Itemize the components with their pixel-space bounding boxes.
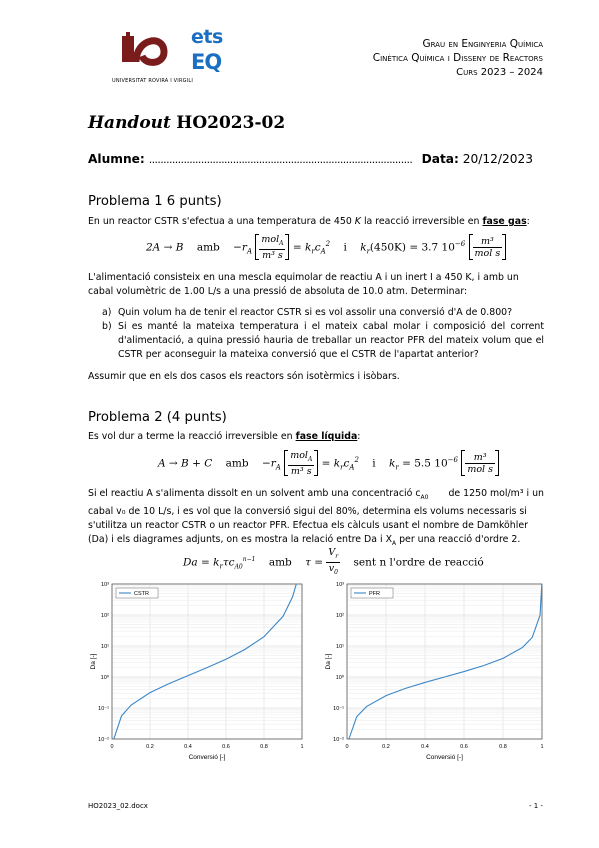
p2-reaction: A → B + C <box>158 457 213 470</box>
x-axis-label: Conversió [-] <box>426 754 463 761</box>
legend-label: PFR <box>369 591 380 598</box>
p2-den: m³ s <box>290 465 312 477</box>
problem2-paragraph: Si el reactiu A s'alimenta dissolt en un solvent amb una concentració $c_{A0}$ de 1250 mol/m³ i un cabal v₀ de 10 L/s, i es vol que la conversió sigui del 80%, determina els volums necessaris si s'utilitza un reactor CSTR o un reactor PFR. Efectua els càlculs usant el nombre de Damköhler (Da) i els diagrames adjunts, on es mostra la relació entre Da i $X_A$ per una reacció d'ordre 2. <box>88 488 544 547</box>
x-tick-label: 0.2 <box>382 744 390 750</box>
page-title <box>88 113 285 133</box>
header-course: Cinètica Química i Disseny de Reactors <box>372 52 543 64</box>
etseq-logo-line2: EQ <box>191 50 222 74</box>
p2-k-num: m³ <box>465 452 495 464</box>
problem2-intro-end: : <box>357 431 361 442</box>
p1-rate-rhs: = k <box>292 241 312 254</box>
p1-exp: −6 <box>454 239 466 248</box>
x-tick-label: 1 <box>300 744 304 750</box>
problem2-intro-text: Es vol dur a terme la reacció irreversible en <box>88 431 293 442</box>
p2-k-den: mol s <box>467 463 493 475</box>
x-tick-label: 0 <box>345 744 349 750</box>
x-tick-label: 0.4 <box>421 744 429 750</box>
y-axis-label: Da [-] <box>90 653 97 670</box>
p2-k-val: = 5.5 10 <box>402 457 448 470</box>
p1-num: mol <box>261 234 280 245</box>
da-exp: n−1 <box>242 555 256 563</box>
p2-amb: amb <box>225 457 249 470</box>
problem1-intro-text: En un reactor CSTR s'efectua a una temperatura de 450 <box>88 216 352 227</box>
problem2-heading: Problema 2 (4 punts) <box>88 410 227 425</box>
x-tick-label: 0.4 <box>184 744 192 750</box>
p2-k: k <box>389 457 396 470</box>
tau-amb: amb <box>268 556 292 569</box>
etseq-logo-line1: ets <box>191 26 223 48</box>
student-line <box>88 152 544 166</box>
urv-logo <box>112 30 194 84</box>
p2-exp: −6 <box>447 455 458 464</box>
x-tick-label: 0.6 <box>222 744 230 750</box>
pfr-chart <box>323 578 546 763</box>
damkohler-equation: $Da = k_r\tau c_{A0}^{n-1}$ amb τ = $\frac{V_r}{v_0}$ sent n l'ordre de reacció <box>183 547 484 576</box>
student-label: Alumne: <box>88 152 145 166</box>
y-tick-label: 10⁻¹ <box>333 706 344 712</box>
plot-frame <box>347 584 542 739</box>
p1-rate-lhs: −r <box>233 241 247 254</box>
tau-num: V <box>328 547 336 558</box>
da-tail: sent n l'ordre de reacció <box>353 556 484 569</box>
etseq-logo <box>188 26 228 82</box>
da-sub: A0 <box>234 563 243 571</box>
series-line <box>349 584 542 739</box>
tau-num-sub: r <box>335 552 339 560</box>
p1-k-arg: (450K) = 3.7 10 <box>369 241 455 254</box>
problem1-intro-mid: la reacció irreversible en <box>363 216 480 227</box>
title-code: HO2023-02 <box>176 113 286 133</box>
header-degree: Grau en Enginyeria Química <box>422 38 543 50</box>
da-tau: τc <box>222 556 235 569</box>
p2-para-line2: cabal v₀ de 10 L/s, i es vol que la conversió sigui del 80%, determina els volums necessaris si <box>88 505 527 517</box>
problem1-phase: fase gas <box>482 216 527 227</box>
student-name-field: ........................................................................................... <box>148 153 413 166</box>
problem1-intro-end: : <box>526 216 530 227</box>
footer-page: - 1 - <box>529 802 543 810</box>
series-line <box>114 584 296 739</box>
problem2-intro <box>88 430 544 444</box>
urv-emblem-icon <box>120 30 170 68</box>
y-tick-label: 10⁻² <box>98 737 109 743</box>
tau-den-sub: 0 <box>334 568 338 576</box>
header-year: Curs 2023 – 2024 <box>456 67 543 78</box>
date-value: 20/12/2023 <box>462 152 533 166</box>
p2-para-line3: s'utilitza un reactor CSTR o un reactor PFR. Efectua els càlculs usant el nombre de Damköhler <box>88 519 528 531</box>
tau-lhs: τ = <box>305 556 324 569</box>
problem1-item-a <box>88 306 544 320</box>
problem1-equation: 2A → B amb $-r_A$ $\frac{mol_A}{\text{m³ s}}$ = $k_rc_A^2$ i $k_r(450K) = 3.7$ $10^{-6}$ $\frac{\text{m³}}{\text{mol s}}$ <box>146 234 506 261</box>
problem2-equation: A → B + C amb $-r_A$ $\frac{mol_A}{\text{m³ s}}$ = $k_rc_A^2$ i $k_r = 5.5$ $10^{-6}$ $\frac{\text{m³}}{\text{mol s}}$ <box>158 450 499 477</box>
da-lhs: Da = k <box>183 556 220 569</box>
y-tick-label: 10³ <box>336 582 344 588</box>
problem1-closing: Assumir que en els dos casos els reactors són isotèrmics i isòbars. <box>88 371 400 382</box>
p2-para-line1: Si el reactiu A s'alimenta dissolt en un solvent amb una concentració c <box>88 488 421 499</box>
y-tick-label: 10⁰ <box>100 675 109 681</box>
p2-rate-lhs: −r <box>261 457 276 470</box>
p2-para-line4-tail: per una reacció d'ordre 2. <box>399 533 521 545</box>
p2-para-line1-tail: de 1250 mol/m³ i un <box>448 488 544 499</box>
x-tick-label: 0.6 <box>460 744 468 750</box>
p1-rate-sub: A <box>246 247 253 256</box>
item-b-text: Si es manté la mateixa temperatura i el mateix cabal molar i composició del corrent d'alimentació, a quina pressió hauria de treballar un reactor PFR del mateix volum que el CSTR per aconseguir la mateixa conversió que el CSTR de l'apartat anterior? <box>118 321 544 360</box>
y-tick-label: 10⁰ <box>335 675 344 681</box>
p1-k-num: m³ <box>473 236 503 248</box>
title-handout: Handout <box>88 113 171 133</box>
p1-rate-rhs2: c <box>314 241 321 254</box>
problem1-intro-unit: K <box>354 216 361 227</box>
y-tick-label: 10² <box>336 613 344 619</box>
footer-filename: HO2023_02.docx <box>88 802 148 810</box>
item-b-key: b) <box>102 321 112 332</box>
problem1-item-b <box>88 320 544 364</box>
p2-para-line4: (Da) i els diagrames adjunts, on es mostra la relació entre Da i X <box>88 533 393 545</box>
plot-frame <box>112 584 302 739</box>
legend-label: CSTR <box>134 591 149 598</box>
y-tick-label: 10⁻¹ <box>98 706 109 712</box>
item-a-key: a) <box>102 307 112 318</box>
p1-reaction: 2A → B <box>146 241 184 254</box>
y-tick-label: 10³ <box>101 582 109 588</box>
tau-den: v <box>328 562 335 574</box>
y-tick-label: 10² <box>101 613 109 619</box>
y-tick-label: 10¹ <box>336 644 344 650</box>
p1-num-sub: A <box>279 239 284 247</box>
x-tick-label: 0 <box>110 744 114 750</box>
x-tick-label: 0.8 <box>499 744 507 750</box>
p2-rate-rhs: = k <box>321 457 341 470</box>
y-tick-label: 10⁻² <box>333 737 344 743</box>
x-tick-label: 0.2 <box>146 744 154 750</box>
y-tick-label: 10¹ <box>101 644 109 650</box>
problem1-para-line1: L'alimentació consisteix en una mescla equimolar de reactiu A i un inert I a 450 K, i amb un <box>88 272 519 283</box>
problem1-heading: Problema 1 6 punts) <box>88 194 222 209</box>
problem1-intro <box>88 215 544 229</box>
p1-den: m³ s <box>262 249 283 261</box>
p2-i: i <box>372 457 376 470</box>
x-tick-label: 0.8 <box>260 744 268 750</box>
problem1-paragraph <box>88 271 544 299</box>
p2-rate-sub: A <box>275 463 281 472</box>
x-axis-label: Conversió [-] <box>188 754 226 761</box>
p2-num-sub: A <box>307 455 313 463</box>
p1-i: i <box>343 241 347 254</box>
date-label: Data: <box>421 152 459 166</box>
problem1-para-line2: cabal volumètric de 1.00 L/s a una pressió de absoluta de 10.0 atm. Determinar: <box>88 286 468 297</box>
p1-amb: amb <box>196 241 220 254</box>
problem2-phase: fase líquida <box>295 431 358 442</box>
urv-logo-text: UNIVERSITAT ROVIRA I VIRGILI <box>112 78 194 84</box>
x-tick-label: 1 <box>540 744 544 750</box>
item-a-text: Quin volum ha de tenir el reactor CSTR si es vol assolir una conversió d'A de 0.800? <box>118 307 513 318</box>
y-axis-label: Da [-] <box>325 653 332 670</box>
p1-k-den: mol s <box>474 247 501 259</box>
cstr-chart <box>88 578 306 763</box>
p2-num: mol <box>290 450 308 461</box>
p1-k: k <box>360 241 367 254</box>
